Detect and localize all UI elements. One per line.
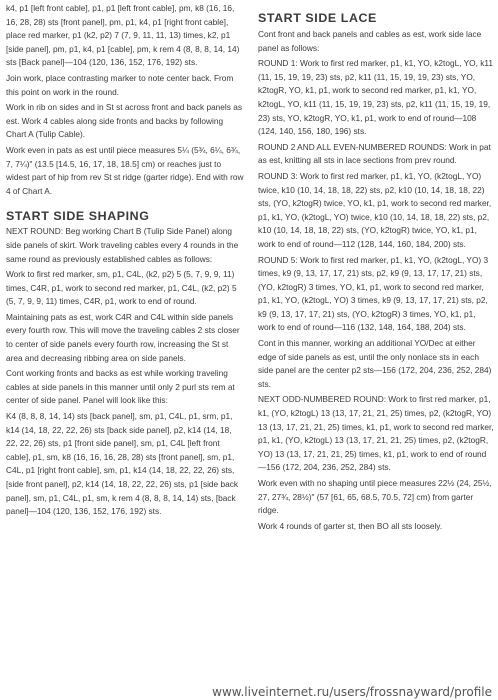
paragraph-traveling-cables: Work to first red marker, sm, p1, C4L, (k2, p2) 5 (5, 7, 9, 9, 11) times, C4R, p1, work to second red marker, p1, C4L, (k2, p2) 5 (5, 7, 9, 9, 11) times, C4R, p1, work to end of round. [6,269,237,307]
paragraph-next-round: NEXT ROUND: Beg working Chart B (Tulip Side Panel) along side panels of skirt. Work traveling cables every 4 rounds in the same round as previously established cables as follows: [6,226,239,264]
paragraph-maintaining: Maintaining pats as est, work C4R and C4L within side panels every fourth row. This will move the traveling cables 2 sts closer to center of side panels every fourth row, increasing the St st area and decreasing ribbing area on side panels. [6,311,240,363]
paragraph-round-5: ROUND 5: Work to first red marker, p1, k1, YO, (k2togL, YO) 3 times, k9 (9, 13, 17, 17, 21) sts, p2, k9 (9, 13, 17, 17, 21) sts, (YO, k2togR) 3 times, YO, k1, p1, work to second red marker, p1, k1, YO, (k2togL, YO) 3 times, k9 (9, 13, 17, 17, 21) sts, p2, k9 (9, 13, 17, 17, 21) sts, (YO, k2togR) 3 times, YO, k1, p1, work to end of round—116 (132, 148, 164, 188, 204) sts. [258,254,489,333]
paragraph-round-1: ROUND 1: Work to first red marker, p1, k1, YO, k2togL, YO, k11 (11, 15, 19, 19, 23) sts, p2, k11 (11, 15, 19, 19, 23) sts, YO, k2togR, YO, k1, p1, work to second red marker, p1, k1, YO, k2togL, YO, k11 (11, 15, 19, 19, 23) sts, p2, k11 (11, 15, 19, 19, 23) sts, YO, k2togR, YO, k1, p1, work to end of round—108 (124, 140, 156, 180, 196) sts. [258,58,494,137]
paragraph-panel-layout: K4 (8, 8, 8, 14, 14) sts [back panel], sm, p1, C4L, p1, srm, p1, k14 (14, 18, 22, 22, 26) sts [back side panel], p2, k14 (14, 18, 22, 22, 26) sts, p1 [front side panel], sm, p1, C4L [left front cable], p1, sm, k8 (16, 16, 16, 28, 28) sts [front panel], sm, p1, C4L, p1 [right front cable], sm, p1, k14 (14, 18, 22, 22, 26) sts, [side front panel], p2, k14 (14, 18, 22, 22, 26) sts, p1 [side back panel], sm, p1, C4L, p1, sm, k rem 4 (8, 8, 8, 14, 14) sts, [back panel]—104 (120, 136, 152, 176, 192) sts. [6,411,238,517]
paragraph-cont-manner: Cont in this manner, working an additional YO/Dec at either edge of side panels as est, until the only nonlace sts in each side panel are the center p2 sts—156 (172, 204, 236, 252, 284) sts. [258,338,492,389]
paragraph-cont-working: Cont working fronts and backs as est while working traveling cables at side panels in this manner until only 2 purl sts rem at center of side panel. Panel will look like this: [6,368,235,406]
paragraph-next-odd-round: NEXT ODD-NUMBERED ROUND: Work to first red marker, p1, k1, (YO, k2togL) 13 (13, 17, 21, 21, 25) times, p2, (k2togR, YO) 13 (13, 17, 21, 21, 25) times, k1, p1, work to second red marker, p1, k1, (YO, k2togL) 13 (13, 17, 21, 21, 25) times, p2, (k2togR, YO) 13 (13, 17, 21, 21, 25) times, k1, p1, work to end of round—156 (172, 204, 236, 252, 284) sts. [258,394,494,473]
paragraph-round-3: ROUND 3: Work to first red marker, p1, k1, YO, (k2togL, YO) twice, k10 (10, 14, 18, 18, 22) sts, p2, k10 (10, 14, 18, 18, 22) sts, (YO, k2togR) twice, YO, k1, p1, work to second red marker, p1, k1, YO, (k2togL, YO) twice, k10 (10, 14, 18, 18, 22) sts, p2, k10 (10, 14, 18, 18, 22) sts, (YO, k2togR) twice, YO, k1, p1, work to end of round—112 (128, 144, 160, 184, 200) sts. [258,170,492,249]
left-column [6,0,244,521]
paragraph-rib: Work in rib on sides and in St st across front and back panels as est. Work 4 cables along side fronts and backs by following Chart A (Tulip Cable). [6,102,242,140]
paragraph-join: Join work, place contrasting marker to note center back. From this point on work in the round. [6,72,234,97]
paragraph-bind-off: Work 4 rounds of garter st, then BO all sts loosely. [258,520,443,531]
heading-start-side-lace: START SIDE LACE [258,11,377,25]
paragraph-work-even: Work even in pats as est until piece measures 5¼ (5¾, 6¼, 6¾, 7, 7¼)" (13.5 [14.5, 16, 17, 18, 18.5] cm) or reaches just to widest part of hip from rev St st ridge (garter ridge). End with row 4 of Chart A. [6,144,244,196]
paragraph-lace-intro: Cont front and back panels and cables as est, work side lace panel as follows: [258,29,482,53]
heading-start-side-shaping: START SIDE SHAPING [6,209,150,224]
paragraph-work-even-no-shaping: Work even with no shaping until piece measures 22½ (24, 25½, 27, 27¾, 28½)" (57 [61, 65, 68.5, 70.5, 72] cm) from garter ridge. [258,478,492,516]
right-column [258,0,494,535]
paragraph-setup-row: k4, p1 [left front cable], p1, p1 [left front cable], pm, k8 (16, 16, 16, 28, 28) sts [front panel], pm, p1, k4, p1 [right front cable], place red marker, p1 (k2, p2) 7 (7, 9, 11, 11, 13) times, k2, p1 [side panel], pm, p1, k4, p1 [cable], pm, k rem 4 (8, 8, 8, 14, 14) sts [Back panel]—104 (120, 136, 152, 176, 192) sts. [6,3,240,68]
watermark-url: www.liveinternet.ru/users/frossnayward/profile [212,685,492,699]
paragraph-round-2: ROUND 2 AND ALL EVEN-NUMBERED ROUNDS: Work in pat as est, knitting all sts in lace sections from prev round. [258,141,491,166]
